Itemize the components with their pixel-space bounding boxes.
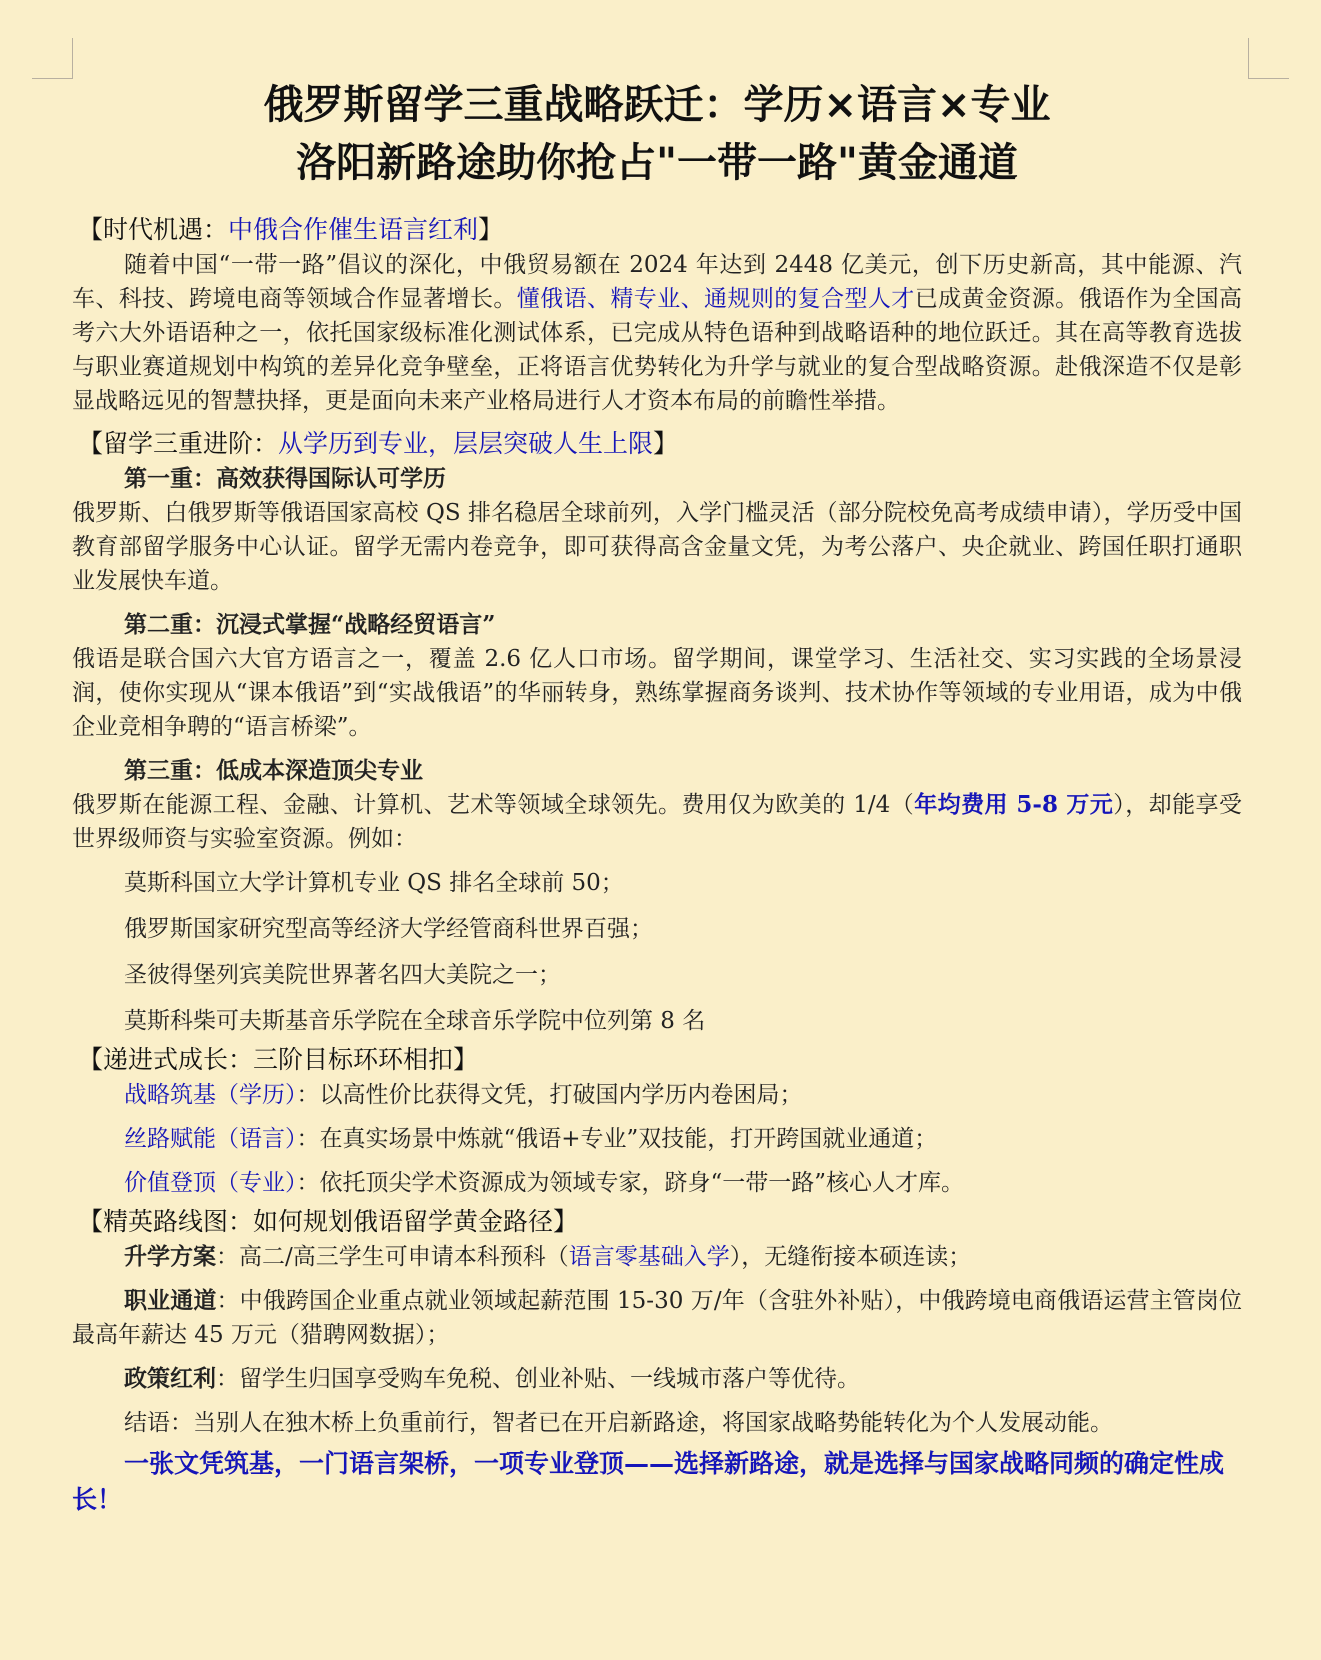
heading-prefix: 【留学三重进阶：	[78, 429, 279, 458]
conclusion-paragraph: 结语：当别人在独木桥上负重前行，智者已在开启新路途，将国家战略势能转化为个人发展动能。	[124, 1410, 1113, 1436]
career-paragraph	[72, 1284, 1242, 1352]
paragraph-text: ），无缝衔接本硕连读；	[729, 1244, 972, 1270]
paragraph-text: ：高二/高三学生可申请本科预科（	[216, 1244, 569, 1270]
career-label: 职业通道	[124, 1287, 217, 1314]
title-line-2: 洛阳新路途助你抢占"一带一路"黄金通道	[296, 140, 1018, 186]
tier2-title: 第二重：沉浸式掌握“战略经贸语言”	[124, 611, 496, 638]
growth-item-text: ：以高性价比获得文凭，打破国内学历内卷困局；	[296, 1082, 803, 1108]
closing-statement: 一张文凭筑基，一门语言架桥，一项专业登顶——选择新路途，就是选择与国家战略同频的确定性成长！	[72, 1449, 1225, 1514]
heading-highlight: 中俄合作催生语言红利	[228, 215, 479, 244]
document-page	[72, 76, 1242, 1518]
paragraph-text: ：中俄跨国企业重点就业领域起薪范围 15-30 万/年（含驻外补贴），中俄跨境电商俄语运营主管岗位最高年薪达 45 万元（猎聘网数据）；	[72, 1288, 1242, 1348]
title-line-1: 俄罗斯留学三重战略跃迁：学历×语言×专业	[263, 82, 1051, 128]
paragraph-text: 俄罗斯在能源工程、金融、计算机、艺术等领域全球领先。费用仅为欧美的 1/4（	[72, 792, 915, 818]
example-item: 莫斯科柴可夫斯基音乐学院在全球音乐学院中位列第 8 名	[124, 1008, 706, 1034]
crop-mark-top-left	[32, 38, 73, 79]
section-heading-three-tiers	[78, 426, 1242, 462]
growth-item-text: ：在真实场景中炼就“俄语+专业”双技能，打开跨国就业通道；	[296, 1126, 938, 1152]
heading-suffix: 】	[653, 429, 679, 458]
paragraph-text: 随着中国“一带一路”倡议的深化，中俄贸易额在 2024 年达到 2448 亿美元，创下历史新高，其中能源、汽车、科技、跨境电商等领域合作显著增长。	[72, 252, 1242, 312]
growth-item	[124, 1078, 1242, 1112]
tier2-paragraph: 俄语是联合国六大官方语言之一，覆盖 2.6 亿人口市场。留学期间，课堂学习、生活社交、实习实践的全场景浸润，使你实现从“课本俄语”到“实战俄语”的华丽转身，熟练掌握商务谈判、技术协作等领域的专业用语，成为中俄企业竞相争聘的“语言桥梁”。	[72, 646, 1242, 740]
document-title	[72, 76, 1242, 192]
growth-item-label: 丝路赋能（语言）	[124, 1126, 297, 1152]
section-heading-roadmap: 【精英路线图：如何规划俄语留学黄金路径】	[78, 1207, 579, 1236]
tier3-paragraph	[72, 788, 1242, 856]
example-item: 俄罗斯国家研究型高等经济大学经管商科世界百强；	[124, 916, 653, 942]
paragraph-text: ：留学生归国享受购车免税、创业补贴、一线城市落户等优待。	[216, 1366, 860, 1392]
heading-suffix: 】	[478, 215, 504, 244]
growth-item-label: 战略筑基（学历）	[124, 1082, 297, 1108]
paragraph-highlight: 懂俄语、精专业、通规则的复合型人才	[516, 286, 915, 312]
plan-highlight: 语言零基础入学	[568, 1244, 730, 1270]
policy-label: 政策红利	[124, 1365, 216, 1392]
example-item: 圣彼得堡列宾美院世界著名四大美院之一；	[124, 962, 561, 988]
heading-prefix: 【时代机遇：	[78, 215, 229, 244]
crop-mark-top-right	[1248, 38, 1289, 79]
growth-item-text: ：依托顶尖学术资源成为领域专家，跻身“一带一路”核心人才库。	[296, 1170, 965, 1196]
plan-paragraph	[72, 1240, 1242, 1274]
section-heading-opportunity	[78, 212, 1242, 248]
policy-paragraph	[72, 1362, 1242, 1396]
heading-highlight: 从学历到专业，层层突破人生上限	[278, 429, 654, 458]
cost-highlight: 年均费用 5-8 万元	[914, 791, 1114, 818]
growth-item-label: 价值登顶（专业）	[124, 1170, 297, 1196]
growth-item	[124, 1122, 1242, 1156]
opportunity-paragraph	[72, 248, 1242, 418]
tier1-title: 第一重：高效获得国际认可学历	[124, 465, 446, 492]
tier1-paragraph: 俄罗斯、白俄罗斯等俄语国家高校 QS 排名稳居全球前列，入学门槛灵活（部分院校免高考成绩申请），学历受中国教育部留学服务中心认证。留学无需内卷竞争，即可获得高含金量文凭，为考公落户、央企就业、跨国任职打通职业发展快车道。	[72, 500, 1242, 594]
example-item: 莫斯科国立大学计算机专业 QS 排名全球前 50；	[124, 870, 624, 896]
section-heading-growth: 【递进式成长：三阶目标环环相扣】	[78, 1045, 479, 1074]
paragraph-text: 已成黄金资源。俄语作为全国高考六大外语语种之一，依托国家级标准化测试体系，已完成从特色语种到战略语种的地位跃迁。其在高等教育选拔与职业赛道规划中构筑的差异化竞争壁垒，正将语言优势转化为升学与就业的复合型战略资源。赴俄深造不仅是彰显战略远见的智慧抉择，更是面向未来产业格局进行人才资本布局的前瞻性举措。	[72, 286, 1243, 414]
growth-item	[124, 1166, 1242, 1200]
plan-label: 升学方案	[124, 1243, 216, 1270]
paragraph-text: ），却能享受世界级师资与实验室资源。例如：	[72, 792, 1243, 852]
tier3-title: 第三重：低成本深造顶尖专业	[124, 757, 423, 784]
